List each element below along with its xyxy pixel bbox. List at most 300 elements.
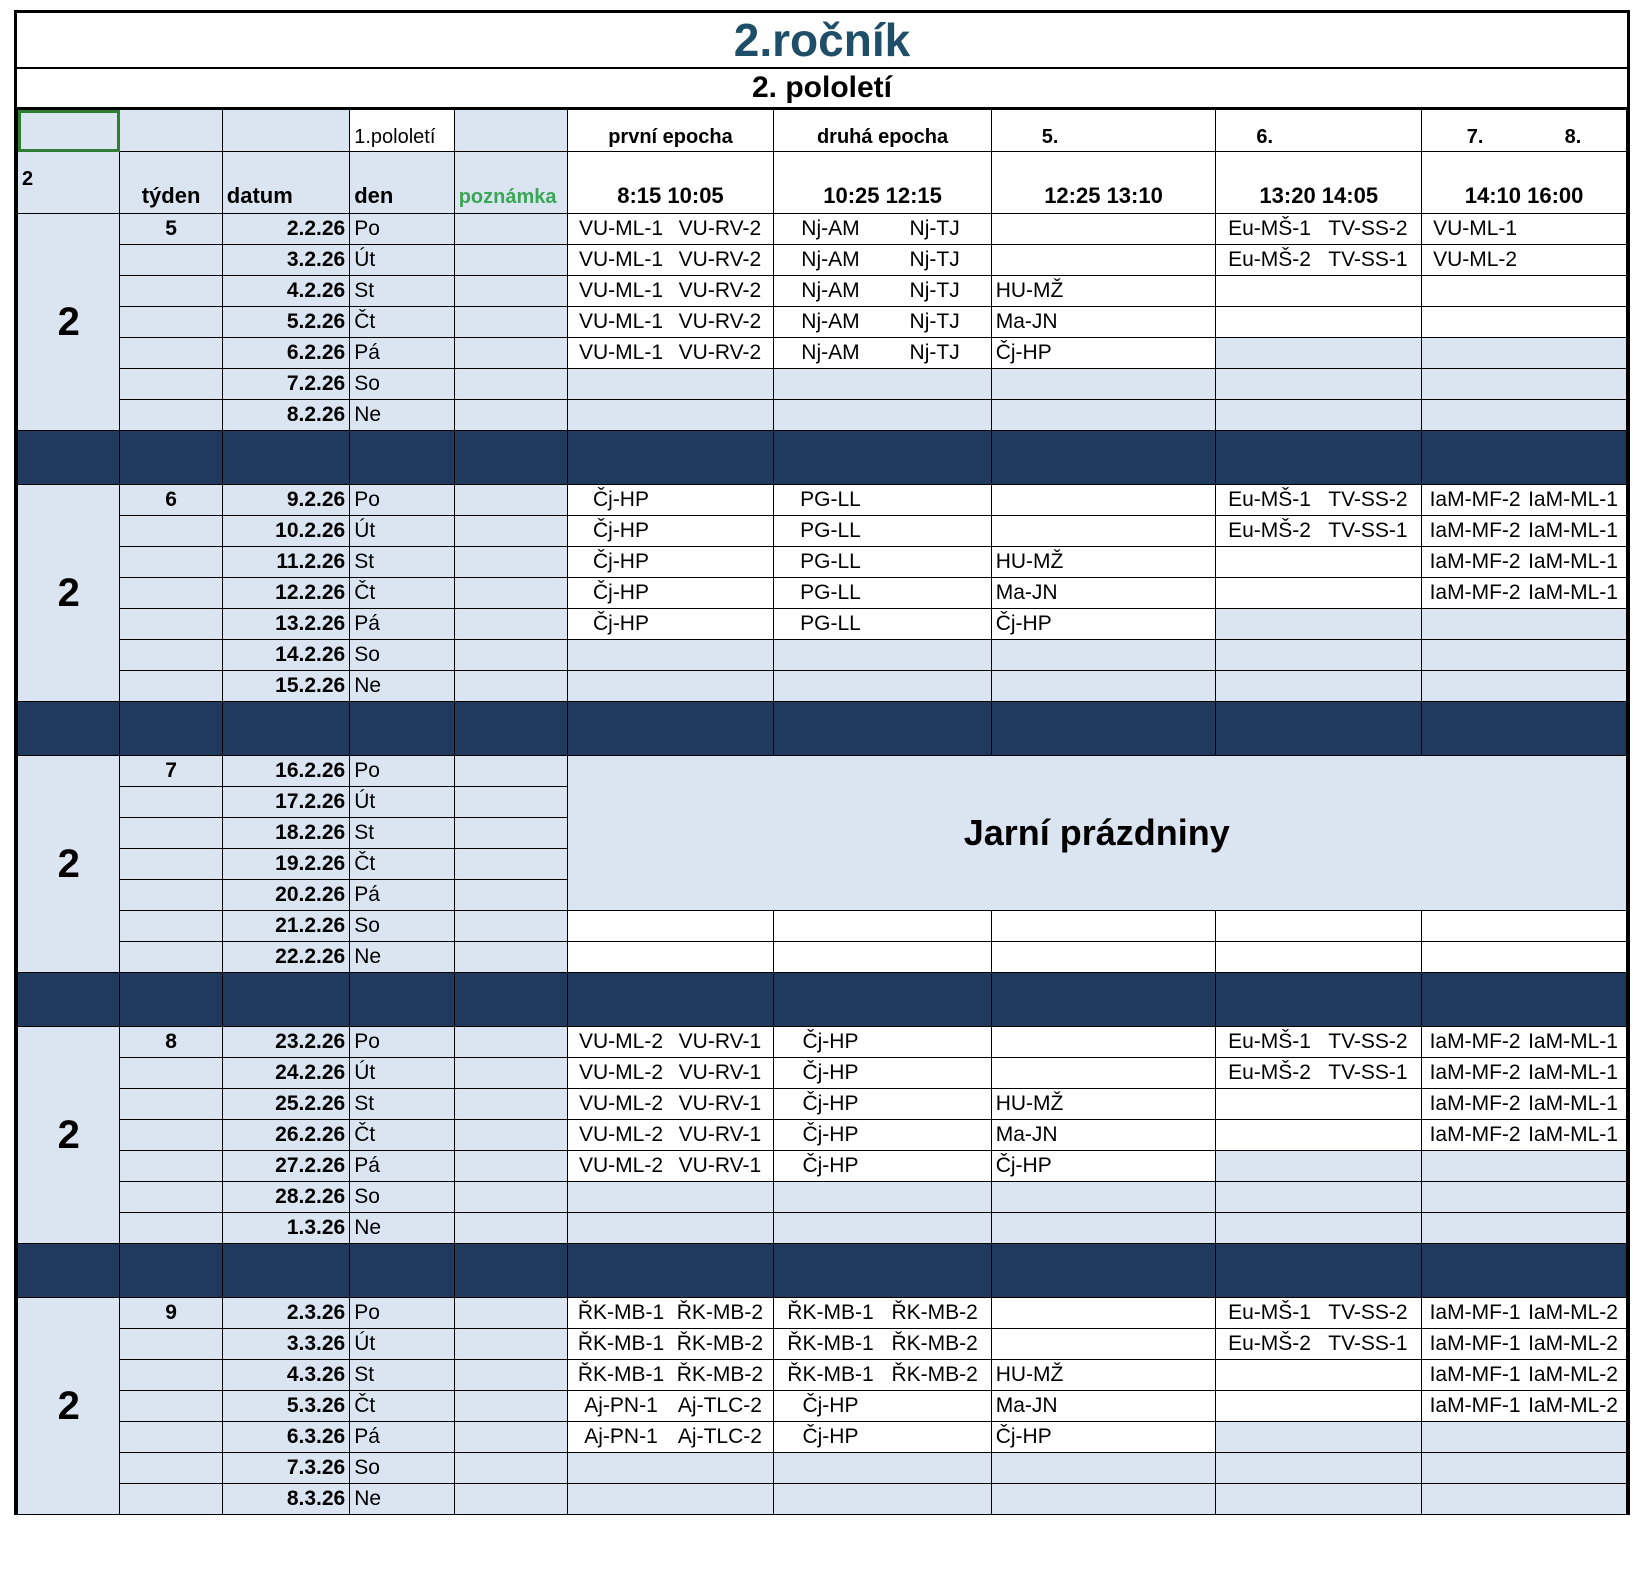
empty-cell[interactable] bbox=[1216, 1182, 1422, 1213]
epoch-1-cell[interactable] bbox=[567, 276, 774, 307]
week-number[interactable] bbox=[120, 307, 222, 338]
week-number[interactable] bbox=[120, 1213, 222, 1244]
empty-cell[interactable] bbox=[1422, 1182, 1627, 1213]
day-cell[interactable]: Po bbox=[350, 1298, 454, 1329]
note-cell[interactable] bbox=[454, 1360, 567, 1391]
week-number[interactable] bbox=[120, 1089, 222, 1120]
empty-cell[interactable] bbox=[991, 1484, 1216, 1515]
date-cell[interactable]: 8.2.26 bbox=[222, 400, 349, 431]
week-number[interactable]: 5 bbox=[120, 214, 222, 245]
holiday-label[interactable]: Jarní prázdniny bbox=[567, 756, 1626, 911]
note-cell[interactable] bbox=[454, 1484, 567, 1515]
header-day[interactable]: den bbox=[350, 152, 454, 214]
date-cell[interactable]: 16.2.26 bbox=[222, 756, 349, 787]
period-7-8-cell[interactable] bbox=[1422, 1027, 1627, 1058]
day-cell[interactable]: Ne bbox=[350, 942, 454, 973]
empty-cell[interactable] bbox=[567, 1484, 774, 1515]
empty-cell[interactable] bbox=[774, 1213, 991, 1244]
epoch-2-cell[interactable] bbox=[774, 547, 991, 578]
date-cell[interactable]: 20.2.26 bbox=[222, 880, 349, 911]
week-number[interactable] bbox=[120, 640, 222, 671]
empty-cell[interactable] bbox=[1422, 369, 1627, 400]
epoch-2-cell[interactable] bbox=[774, 245, 991, 276]
empty-cell[interactable] bbox=[1216, 1453, 1422, 1484]
period-6-cell[interactable] bbox=[1216, 276, 1422, 307]
week-group[interactable]: 2 bbox=[18, 1298, 120, 1515]
day-cell[interactable]: Ne bbox=[350, 1484, 454, 1515]
header-week[interactable]: týden bbox=[120, 152, 222, 214]
week-number[interactable] bbox=[120, 1329, 222, 1360]
header-time-4[interactable]: 13:20 14:05 bbox=[1216, 152, 1422, 214]
day-cell[interactable]: St bbox=[350, 276, 454, 307]
period-6-cell[interactable] bbox=[1216, 214, 1422, 245]
note-cell[interactable] bbox=[454, 1453, 567, 1484]
note-cell[interactable] bbox=[454, 369, 567, 400]
epoch-1-cell[interactable] bbox=[567, 1058, 774, 1089]
empty-cell[interactable] bbox=[1216, 911, 1422, 942]
date-cell[interactable]: 13.2.26 bbox=[222, 609, 349, 640]
week-number[interactable] bbox=[120, 787, 222, 818]
date-cell[interactable]: 26.2.26 bbox=[222, 1120, 349, 1151]
empty-cell[interactable] bbox=[774, 911, 991, 942]
week-number[interactable] bbox=[120, 609, 222, 640]
note-cell[interactable] bbox=[454, 485, 567, 516]
day-cell[interactable]: Po bbox=[350, 1027, 454, 1058]
empty-cell[interactable] bbox=[1216, 671, 1422, 702]
period-7-8-cell[interactable] bbox=[1422, 214, 1627, 245]
week-number[interactable] bbox=[120, 516, 222, 547]
period-5-cell[interactable]: Ma-JN bbox=[991, 1120, 1216, 1151]
empty-cell[interactable] bbox=[1422, 1484, 1627, 1515]
period-6-cell[interactable] bbox=[1216, 1391, 1422, 1422]
epoch-2-cell[interactable] bbox=[774, 1120, 991, 1151]
period-5-cell[interactable]: Ma-JN bbox=[991, 578, 1216, 609]
week-number[interactable] bbox=[120, 1360, 222, 1391]
epoch-2-cell[interactable] bbox=[774, 1360, 991, 1391]
date-cell[interactable]: 8.3.26 bbox=[222, 1484, 349, 1515]
epoch-1-cell[interactable] bbox=[567, 307, 774, 338]
day-cell[interactable]: Pá bbox=[350, 609, 454, 640]
epoch-1-cell[interactable] bbox=[567, 1027, 774, 1058]
week-number[interactable] bbox=[120, 1182, 222, 1213]
day-cell[interactable]: St bbox=[350, 1360, 454, 1391]
note-cell[interactable] bbox=[454, 911, 567, 942]
epoch-1-cell[interactable] bbox=[567, 1089, 774, 1120]
period-7-8-cell[interactable] bbox=[1422, 1058, 1627, 1089]
week-number[interactable] bbox=[120, 245, 222, 276]
note-cell[interactable] bbox=[454, 1182, 567, 1213]
date-cell[interactable]: 2.3.26 bbox=[222, 1298, 349, 1329]
note-cell[interactable] bbox=[454, 516, 567, 547]
epoch-1-cell[interactable] bbox=[567, 1422, 774, 1453]
period-7-8-cell[interactable] bbox=[1422, 1391, 1627, 1422]
epoch-1-cell[interactable] bbox=[567, 1298, 774, 1329]
period-5-cell[interactable] bbox=[991, 485, 1216, 516]
day-cell[interactable]: So bbox=[350, 911, 454, 942]
date-cell[interactable]: 4.2.26 bbox=[222, 276, 349, 307]
empty-cell[interactable] bbox=[1216, 640, 1422, 671]
week-number[interactable] bbox=[120, 400, 222, 431]
empty-cell[interactable] bbox=[1216, 369, 1422, 400]
date-cell[interactable]: 15.2.26 bbox=[222, 671, 349, 702]
epoch-2-cell[interactable] bbox=[774, 1329, 991, 1360]
day-cell[interactable]: Po bbox=[350, 485, 454, 516]
note-cell[interactable] bbox=[454, 1298, 567, 1329]
header-group[interactable]: 2 bbox=[18, 152, 120, 214]
header-period-7-8[interactable] bbox=[1422, 110, 1627, 152]
day-cell[interactable]: Čt bbox=[350, 849, 454, 880]
note-cell[interactable] bbox=[454, 245, 567, 276]
day-cell[interactable]: Ne bbox=[350, 400, 454, 431]
empty-cell[interactable] bbox=[991, 640, 1216, 671]
header-epoch-2[interactable]: druhá epocha bbox=[774, 110, 991, 152]
epoch-1-cell[interactable] bbox=[567, 1329, 774, 1360]
date-cell[interactable]: 9.2.26 bbox=[222, 485, 349, 516]
header-cell[interactable] bbox=[120, 110, 222, 152]
empty-cell[interactable] bbox=[991, 1182, 1216, 1213]
note-cell[interactable] bbox=[454, 1151, 567, 1182]
period-5-cell[interactable]: HU-MŽ bbox=[991, 1089, 1216, 1120]
note-cell[interactable] bbox=[454, 942, 567, 973]
epoch-1-cell[interactable] bbox=[567, 516, 774, 547]
note-cell[interactable] bbox=[454, 1422, 567, 1453]
period-5-cell[interactable]: HU-MŽ bbox=[991, 276, 1216, 307]
day-cell[interactable]: St bbox=[350, 1089, 454, 1120]
period-6-cell[interactable] bbox=[1216, 485, 1422, 516]
week-number[interactable] bbox=[120, 818, 222, 849]
period-7-8-cell[interactable] bbox=[1422, 1422, 1627, 1453]
period-5-cell[interactable]: Ma-JN bbox=[991, 307, 1216, 338]
period-6-cell[interactable] bbox=[1216, 609, 1422, 640]
empty-cell[interactable] bbox=[1216, 1213, 1422, 1244]
period-5-cell[interactable]: Čj-HP bbox=[991, 1422, 1216, 1453]
period-5-cell[interactable] bbox=[991, 1027, 1216, 1058]
date-cell[interactable]: 25.2.26 bbox=[222, 1089, 349, 1120]
week-number[interactable] bbox=[120, 547, 222, 578]
epoch-2-cell[interactable] bbox=[774, 338, 991, 369]
empty-cell[interactable] bbox=[1422, 400, 1627, 431]
day-cell[interactable]: Čt bbox=[350, 1120, 454, 1151]
header-time-5[interactable]: 14:10 16:00 bbox=[1422, 152, 1627, 214]
week-number[interactable] bbox=[120, 849, 222, 880]
empty-cell[interactable] bbox=[774, 400, 991, 431]
epoch-1-cell[interactable] bbox=[567, 1391, 774, 1422]
epoch-2-cell[interactable] bbox=[774, 1089, 991, 1120]
period-6-cell[interactable] bbox=[1216, 1089, 1422, 1120]
period-7-8-cell[interactable] bbox=[1422, 516, 1627, 547]
week-number[interactable]: 6 bbox=[120, 485, 222, 516]
date-cell[interactable]: 14.2.26 bbox=[222, 640, 349, 671]
empty-cell[interactable] bbox=[991, 369, 1216, 400]
header-time-3[interactable]: 12:25 13:10 bbox=[991, 152, 1216, 214]
week-number[interactable] bbox=[120, 1120, 222, 1151]
day-cell[interactable]: Pá bbox=[350, 1151, 454, 1182]
empty-cell[interactable] bbox=[1422, 1213, 1627, 1244]
date-cell[interactable]: 23.2.26 bbox=[222, 1027, 349, 1058]
selected-cell[interactable] bbox=[18, 110, 120, 152]
date-cell[interactable]: 6.2.26 bbox=[222, 338, 349, 369]
epoch-2-cell[interactable] bbox=[774, 276, 991, 307]
note-cell[interactable] bbox=[454, 400, 567, 431]
period-7-8-cell[interactable] bbox=[1422, 245, 1627, 276]
date-cell[interactable]: 21.2.26 bbox=[222, 911, 349, 942]
empty-cell[interactable] bbox=[567, 1453, 774, 1484]
date-cell[interactable]: 7.3.26 bbox=[222, 1453, 349, 1484]
note-cell[interactable] bbox=[454, 276, 567, 307]
period-5-cell[interactable]: HU-MŽ bbox=[991, 1360, 1216, 1391]
day-cell[interactable]: So bbox=[350, 1182, 454, 1213]
empty-cell[interactable] bbox=[1422, 640, 1627, 671]
empty-cell[interactable] bbox=[774, 1484, 991, 1515]
epoch-2-cell[interactable] bbox=[774, 1298, 991, 1329]
date-cell[interactable]: 5.3.26 bbox=[222, 1391, 349, 1422]
period-6-cell[interactable] bbox=[1216, 1360, 1422, 1391]
empty-cell[interactable] bbox=[774, 1182, 991, 1213]
week-group[interactable]: 2 bbox=[18, 485, 120, 702]
week-number[interactable] bbox=[120, 338, 222, 369]
period-5-cell[interactable]: Čj-HP bbox=[991, 609, 1216, 640]
note-cell[interactable] bbox=[454, 1089, 567, 1120]
day-cell[interactable]: Pá bbox=[350, 1422, 454, 1453]
day-cell[interactable]: St bbox=[350, 547, 454, 578]
period-7-8-cell[interactable] bbox=[1422, 578, 1627, 609]
epoch-1-cell[interactable] bbox=[567, 338, 774, 369]
week-number[interactable]: 8 bbox=[120, 1027, 222, 1058]
epoch-1-cell[interactable] bbox=[567, 578, 774, 609]
note-cell[interactable] bbox=[454, 787, 567, 818]
epoch-1-cell[interactable] bbox=[567, 609, 774, 640]
epoch-1-cell[interactable] bbox=[567, 1360, 774, 1391]
epoch-1-cell[interactable] bbox=[567, 214, 774, 245]
header-epoch-1[interactable]: první epocha bbox=[567, 110, 774, 152]
week-number[interactable] bbox=[120, 578, 222, 609]
empty-cell[interactable] bbox=[991, 400, 1216, 431]
day-cell[interactable]: So bbox=[350, 369, 454, 400]
period-6-cell[interactable] bbox=[1216, 1027, 1422, 1058]
period-5-cell[interactable] bbox=[991, 1058, 1216, 1089]
period-5-cell[interactable] bbox=[991, 245, 1216, 276]
date-cell[interactable]: 12.2.26 bbox=[222, 578, 349, 609]
period-5-cell[interactable]: HU-MŽ bbox=[991, 547, 1216, 578]
note-cell[interactable] bbox=[454, 214, 567, 245]
date-cell[interactable]: 24.2.26 bbox=[222, 1058, 349, 1089]
week-number[interactable] bbox=[120, 1391, 222, 1422]
period-7-8-cell[interactable] bbox=[1422, 338, 1627, 369]
note-cell[interactable] bbox=[454, 640, 567, 671]
note-cell[interactable] bbox=[454, 1120, 567, 1151]
week-number[interactable] bbox=[120, 880, 222, 911]
week-number[interactable] bbox=[120, 1151, 222, 1182]
date-cell[interactable]: 22.2.26 bbox=[222, 942, 349, 973]
period-6-cell[interactable] bbox=[1216, 1329, 1422, 1360]
week-number[interactable] bbox=[120, 671, 222, 702]
empty-cell[interactable] bbox=[991, 942, 1216, 973]
period-6-cell[interactable] bbox=[1216, 1422, 1422, 1453]
empty-cell[interactable] bbox=[567, 911, 774, 942]
period-7-8-cell[interactable] bbox=[1422, 1298, 1627, 1329]
note-cell[interactable] bbox=[454, 756, 567, 787]
period-7-8-cell[interactable] bbox=[1422, 1360, 1627, 1391]
day-cell[interactable]: Út bbox=[350, 787, 454, 818]
epoch-2-cell[interactable] bbox=[774, 1422, 991, 1453]
period-6-cell[interactable] bbox=[1216, 578, 1422, 609]
header-note[interactable]: poznámka bbox=[454, 152, 567, 214]
period-5-cell[interactable] bbox=[991, 1298, 1216, 1329]
week-number[interactable]: 9 bbox=[120, 1298, 222, 1329]
empty-cell[interactable] bbox=[1216, 1484, 1422, 1515]
date-cell[interactable]: 6.3.26 bbox=[222, 1422, 349, 1453]
empty-cell[interactable] bbox=[1216, 400, 1422, 431]
note-cell[interactable] bbox=[454, 307, 567, 338]
day-cell[interactable]: Čt bbox=[350, 1391, 454, 1422]
note-cell[interactable] bbox=[454, 338, 567, 369]
empty-cell[interactable] bbox=[774, 640, 991, 671]
period-6-cell[interactable] bbox=[1216, 245, 1422, 276]
period-5-cell[interactable] bbox=[991, 516, 1216, 547]
empty-cell[interactable] bbox=[1422, 671, 1627, 702]
empty-cell[interactable] bbox=[774, 369, 991, 400]
day-cell[interactable]: So bbox=[350, 640, 454, 671]
empty-cell[interactable] bbox=[567, 671, 774, 702]
epoch-1-cell[interactable] bbox=[567, 1120, 774, 1151]
period-6-cell[interactable] bbox=[1216, 516, 1422, 547]
epoch-2-cell[interactable] bbox=[774, 307, 991, 338]
date-cell[interactable]: 3.2.26 bbox=[222, 245, 349, 276]
week-number[interactable] bbox=[120, 276, 222, 307]
empty-cell[interactable] bbox=[774, 942, 991, 973]
date-cell[interactable]: 27.2.26 bbox=[222, 1151, 349, 1182]
week-number[interactable] bbox=[120, 911, 222, 942]
epoch-2-cell[interactable] bbox=[774, 609, 991, 640]
day-cell[interactable]: Út bbox=[350, 1329, 454, 1360]
empty-cell[interactable] bbox=[567, 640, 774, 671]
note-cell[interactable] bbox=[454, 547, 567, 578]
day-cell[interactable]: Po bbox=[350, 214, 454, 245]
period-5-cell[interactable]: Čj-HP bbox=[991, 1151, 1216, 1182]
week-number[interactable] bbox=[120, 942, 222, 973]
empty-cell[interactable] bbox=[1422, 1453, 1627, 1484]
period-7-8-cell[interactable] bbox=[1422, 1120, 1627, 1151]
empty-cell[interactable] bbox=[991, 911, 1216, 942]
week-number[interactable] bbox=[120, 1484, 222, 1515]
period-6-cell[interactable] bbox=[1216, 1298, 1422, 1329]
week-group[interactable]: 2 bbox=[18, 756, 120, 973]
day-cell[interactable]: Ne bbox=[350, 671, 454, 702]
header-cell[interactable] bbox=[222, 110, 349, 152]
date-cell[interactable]: 4.3.26 bbox=[222, 1360, 349, 1391]
empty-cell[interactable] bbox=[991, 1453, 1216, 1484]
week-number[interactable] bbox=[120, 1453, 222, 1484]
day-cell[interactable]: Út bbox=[350, 1058, 454, 1089]
week-number[interactable] bbox=[120, 1058, 222, 1089]
date-cell[interactable]: 10.2.26 bbox=[222, 516, 349, 547]
period-7-8-cell[interactable] bbox=[1422, 485, 1627, 516]
note-cell[interactable] bbox=[454, 578, 567, 609]
period-7-8-cell[interactable] bbox=[1422, 307, 1627, 338]
empty-cell[interactable] bbox=[1216, 942, 1422, 973]
week-number[interactable] bbox=[120, 1422, 222, 1453]
header-period-6[interactable]: 6. bbox=[1216, 110, 1422, 152]
empty-cell[interactable] bbox=[567, 942, 774, 973]
date-cell[interactable]: 5.2.26 bbox=[222, 307, 349, 338]
epoch-2-cell[interactable] bbox=[774, 485, 991, 516]
date-cell[interactable]: 3.3.26 bbox=[222, 1329, 349, 1360]
header-period-5[interactable]: 5. bbox=[991, 110, 1216, 152]
period-7-8-cell[interactable] bbox=[1422, 1089, 1627, 1120]
date-cell[interactable]: 7.2.26 bbox=[222, 369, 349, 400]
note-cell[interactable] bbox=[454, 1027, 567, 1058]
epoch-2-cell[interactable] bbox=[774, 1058, 991, 1089]
empty-cell[interactable] bbox=[1422, 942, 1627, 973]
note-cell[interactable] bbox=[454, 1213, 567, 1244]
week-number[interactable]: 7 bbox=[120, 756, 222, 787]
note-cell[interactable] bbox=[454, 671, 567, 702]
period-6-cell[interactable] bbox=[1216, 338, 1422, 369]
epoch-1-cell[interactable] bbox=[567, 1151, 774, 1182]
date-cell[interactable]: 17.2.26 bbox=[222, 787, 349, 818]
period-7-8-cell[interactable] bbox=[1422, 276, 1627, 307]
empty-cell[interactable] bbox=[567, 1182, 774, 1213]
day-cell[interactable]: Čt bbox=[350, 578, 454, 609]
note-cell[interactable] bbox=[454, 1329, 567, 1360]
note-cell[interactable] bbox=[454, 849, 567, 880]
period-5-cell[interactable] bbox=[991, 214, 1216, 245]
week-group[interactable]: 2 bbox=[18, 214, 120, 431]
empty-cell[interactable] bbox=[567, 1213, 774, 1244]
epoch-2-cell[interactable] bbox=[774, 1027, 991, 1058]
date-cell[interactable]: 11.2.26 bbox=[222, 547, 349, 578]
period-6-cell[interactable] bbox=[1216, 547, 1422, 578]
day-cell[interactable]: Ne bbox=[350, 1213, 454, 1244]
empty-cell[interactable] bbox=[567, 369, 774, 400]
day-cell[interactable]: So bbox=[350, 1453, 454, 1484]
empty-cell[interactable] bbox=[774, 1453, 991, 1484]
empty-cell[interactable] bbox=[991, 1213, 1216, 1244]
note-cell[interactable] bbox=[454, 1391, 567, 1422]
epoch-1-cell[interactable] bbox=[567, 547, 774, 578]
period-5-cell[interactable]: Čj-HP bbox=[991, 338, 1216, 369]
epoch-2-cell[interactable] bbox=[774, 214, 991, 245]
empty-cell[interactable] bbox=[774, 671, 991, 702]
period-5-cell[interactable] bbox=[991, 1329, 1216, 1360]
day-cell[interactable]: Út bbox=[350, 245, 454, 276]
epoch-2-cell[interactable] bbox=[774, 1151, 991, 1182]
epoch-2-cell[interactable] bbox=[774, 578, 991, 609]
empty-cell[interactable] bbox=[991, 671, 1216, 702]
period-5-cell[interactable]: Ma-JN bbox=[991, 1391, 1216, 1422]
epoch-2-cell[interactable] bbox=[774, 516, 991, 547]
note-cell[interactable] bbox=[454, 818, 567, 849]
note-cell[interactable] bbox=[454, 609, 567, 640]
period-7-8-cell[interactable] bbox=[1422, 1329, 1627, 1360]
header-cell[interactable] bbox=[454, 110, 567, 152]
empty-cell[interactable] bbox=[1422, 911, 1627, 942]
empty-cell[interactable] bbox=[567, 400, 774, 431]
period-6-cell[interactable] bbox=[1216, 1120, 1422, 1151]
header-time-2[interactable]: 10:25 12:15 bbox=[774, 152, 991, 214]
day-cell[interactable]: Po bbox=[350, 756, 454, 787]
day-cell[interactable]: St bbox=[350, 818, 454, 849]
week-number[interactable] bbox=[120, 369, 222, 400]
epoch-1-cell[interactable] bbox=[567, 245, 774, 276]
header-date[interactable]: datum bbox=[222, 152, 349, 214]
date-cell[interactable]: 28.2.26 bbox=[222, 1182, 349, 1213]
period-6-cell[interactable] bbox=[1216, 307, 1422, 338]
day-cell[interactable]: Pá bbox=[350, 338, 454, 369]
week-group[interactable]: 2 bbox=[18, 1027, 120, 1244]
period-7-8-cell[interactable] bbox=[1422, 547, 1627, 578]
header-time-1[interactable]: 8:15 10:05 bbox=[567, 152, 774, 214]
